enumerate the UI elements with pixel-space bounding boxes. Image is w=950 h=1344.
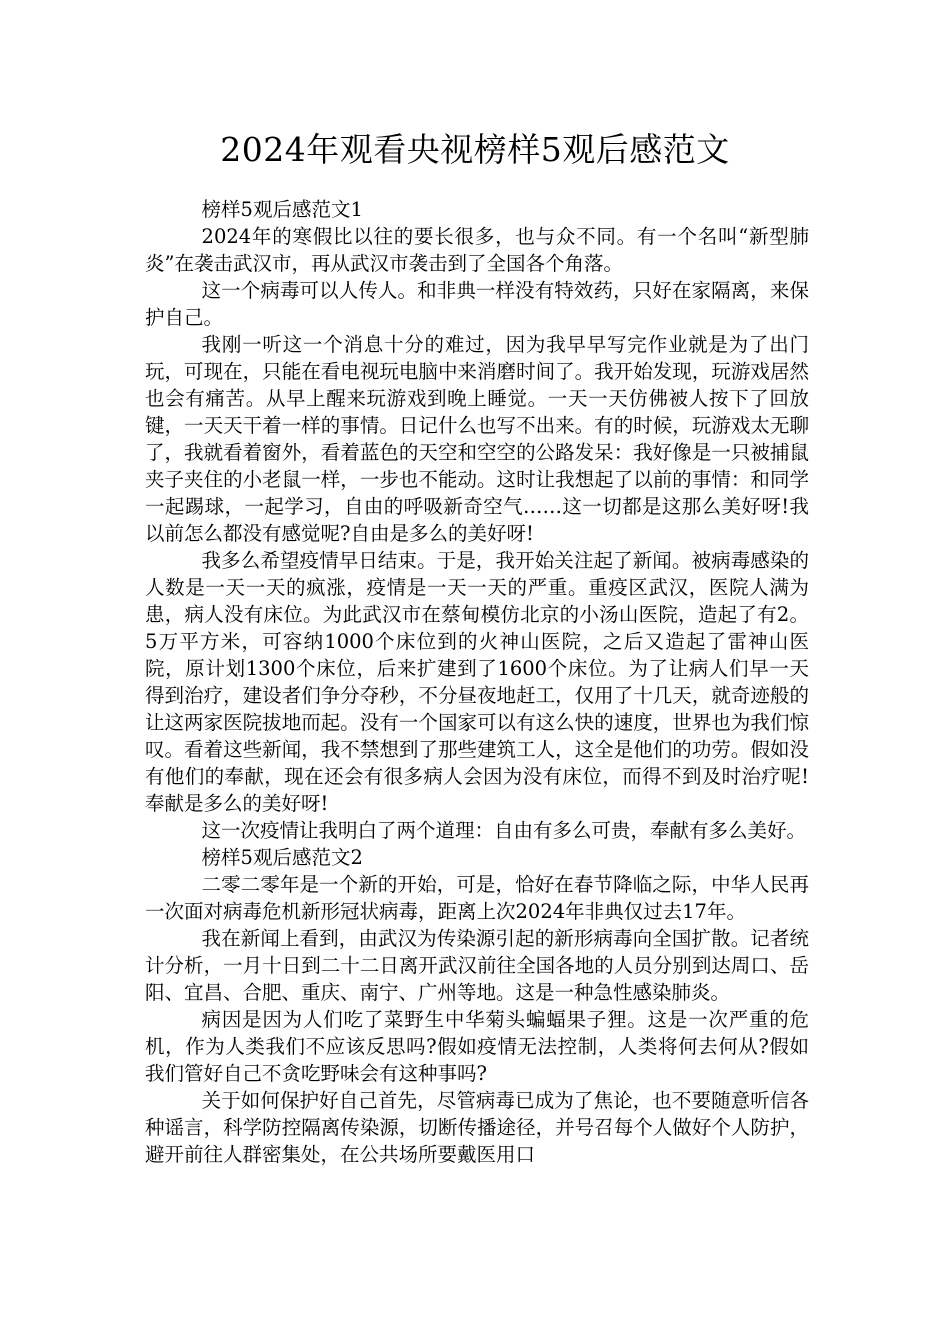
body-paragraph: 2024年的寒假比以往的要长很多，也与众不同。有一个名叫“新型肺炎”在袭击武汉市，再从武汉市袭击到了全国各个角落。 xyxy=(145,225,809,275)
body-paragraph: 我刚一听这一个消息十分的难过，因为我早早写完作业就是为了出门玩，可现在，只能在看电视玩电脑中来消磨时间了。我开始发现，玩游戏居然也会有痛苦。从早上醒来玩游戏到晚上睡觉。一天一天仿佛被人按下了回放键，一天天干着一样的事情。日记什么也写不出来。有的时候，玩游戏太无聊了，我就看着窗外，看着蓝色的天空和空空的公路发呆：我好像是一只被捕鼠夹子夹住的小老鼠一样，一步也不能动。这时让我想起了以前的事情：和同学一起踢球，一起学习，自由的呼吸新奇空气……这一切都是这那么美好呀!我以前怎么都没有感觉呢?自由是多么的美好呀! xyxy=(145,333,809,545)
body-paragraph: 这一个病毒可以人传人。和非典一样没有特效药，只好在家隔离，来保护自己。 xyxy=(145,279,809,329)
document-title: 2024年观看央视榜样5观后感范文 xyxy=(220,130,730,169)
body-paragraph: 病因是因为人们吃了菜野生中华菊头蝙蝠果子狸。这是一次严重的危机，作为人类我们不应该反思吗?假如疫情无法控制，人类将何去何从?假如我们管好自己不贪吃野味会有这种事吗? xyxy=(145,1008,809,1085)
document-body xyxy=(145,196,809,1168)
body-paragraph: 二零二零年是一个新的开始，可是，恰好在春节降临之际，中华人民再一次面对病毒危机新形冠状病毒，距离上次2024年非典仅过去17年。 xyxy=(145,873,809,923)
body-paragraph: 我在新闻上看到，由武汉为传染源引起的新形病毒向全国扩散。记者统计分析，一月十日到二十二日离开武汉前往全国各地的人员分别到达周口、岳阳、宜昌、合肥、重庆、南宁、广州等地。这是一种急性感染肺炎。 xyxy=(145,927,809,1004)
section-heading: 榜样5观后感范文2 xyxy=(201,846,363,869)
body-paragraph: 我多么希望疫情早日结束。于是，我开始关注起了新闻。被病毒感染的人数是一天一天的疯涨，疫情是一天一天的严重。重疫区武汉，医院人满为患，病人没有床位。为此武汉市在蔡甸模仿北京的小汤山医院，造起了有2。5万平方米，可容纳1000个床位到的火神山医院，之后又造起了雷神山医院，原计划1300个床位，后来扩建到了1600个床位。为了让病人们早一天得到治疗，建设者们争分夺秒，不分昼夜地赶工，仅用了十几天，就奇迹般的让这两家医院拔地而起。没有一个国家可以有这么快的速度，世界也为我们惊叹。看着这些新闻，我不禁想到了那些建筑工人，这全是他们的功劳。假如没有他们的奉献，现在还会有很多病人会因为没有床位，而得不到及时治疗呢!奉献是多么的美好呀! xyxy=(145,549,809,815)
body-paragraph: 关于如何保护好自己首先，尽管病毒已成为了焦论，也不要随意听信各种谣言，科学防控隔离传染源，切断传播途径，并号召每个人做好个人防护，避开前往人群密集处，在公共场所要戴医用口 xyxy=(145,1089,809,1166)
section-heading: 榜样5观后感范文1 xyxy=(201,198,363,221)
body-paragraph: 这一次疫情让我明白了两个道理：自由有多么可贵，奉献有多么美好。 xyxy=(201,819,807,842)
